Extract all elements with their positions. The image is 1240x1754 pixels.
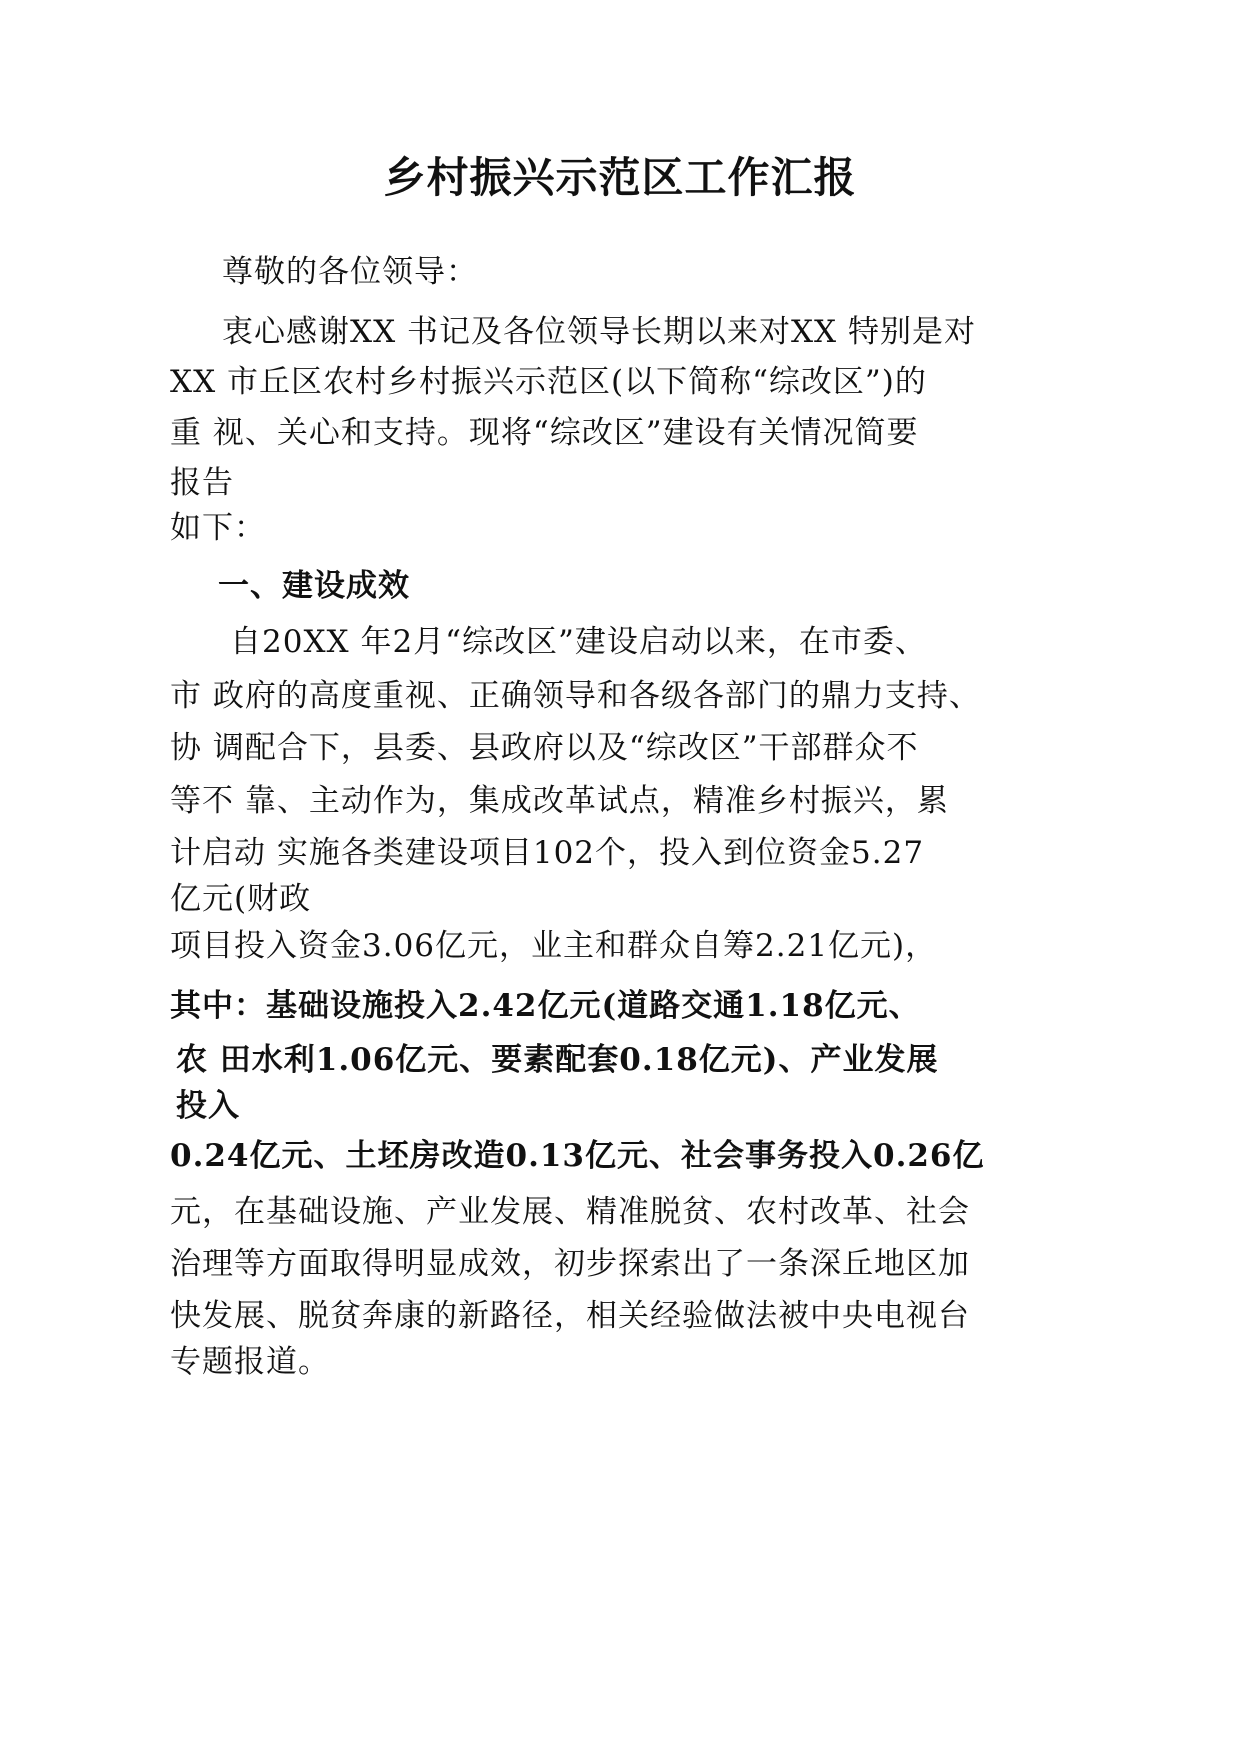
closing-line: 快发展、脱贫奔康的新路径，相关经验做法被中央电视台 [170,1298,970,1334]
intro-line: 如下： [170,510,266,546]
closing-line: 专题报道。 [170,1344,330,1380]
body-line: 市 政府的高度重视、正确领导和各级各部门的鼎力支持、 [170,678,981,714]
closing-line: 元，在基础设施、产业发展、精准脱贫、农村改革、社会 [170,1194,970,1230]
investment-line: 投入 [176,1088,240,1124]
investment-line: 0.24亿元、土坯房改造0.13亿元、社会事务投入0.26亿 [170,1138,985,1174]
section-heading: 一、建设成效 [218,568,410,604]
intro-line: XX 市丘区农村乡村振兴示范区(以下简称“综改区”)的 [170,364,927,400]
body-line: 亿元(财政 [170,881,312,917]
investment-line: 其中：基础设施投入2.42亿元(道路交通1.18亿元、 [170,988,921,1024]
body-line: 等不 靠、主动作为，集成改革试点，精准乡村振兴，累 [170,783,949,819]
body-line: 计启动 实施各类建设项目102个，投入到位资金5.27 [170,835,925,871]
document-title: 乡村振兴示范区工作汇报 [383,153,857,202]
closing-line: 治理等方面取得明显成效，初步探索出了一条深丘地区加 [170,1246,970,1282]
body-line: 自20XX 年2月“综改区”建设启动以来，在市委、 [230,624,927,660]
investment-line: 农 田水利1.06亿元、要素配套0.18亿元)、产业发展 [176,1042,939,1078]
intro-line: 重 视、关心和支持。现将“综改区”建设有关情况简要 [170,415,919,451]
body-line: 项目投入资金3.06亿元，业主和群众自筹2.21亿元)， [170,928,938,964]
body-line: 协 调配合下，县委、县政府以及“综改区”干部群众不 [170,730,919,766]
intro-line: 报告 [170,465,234,501]
salutation: 尊敬的各位领导： [222,254,478,290]
intro-line: 衷心感谢XX 书记及各位领导长期以来对XX 特别是对 [222,314,976,350]
